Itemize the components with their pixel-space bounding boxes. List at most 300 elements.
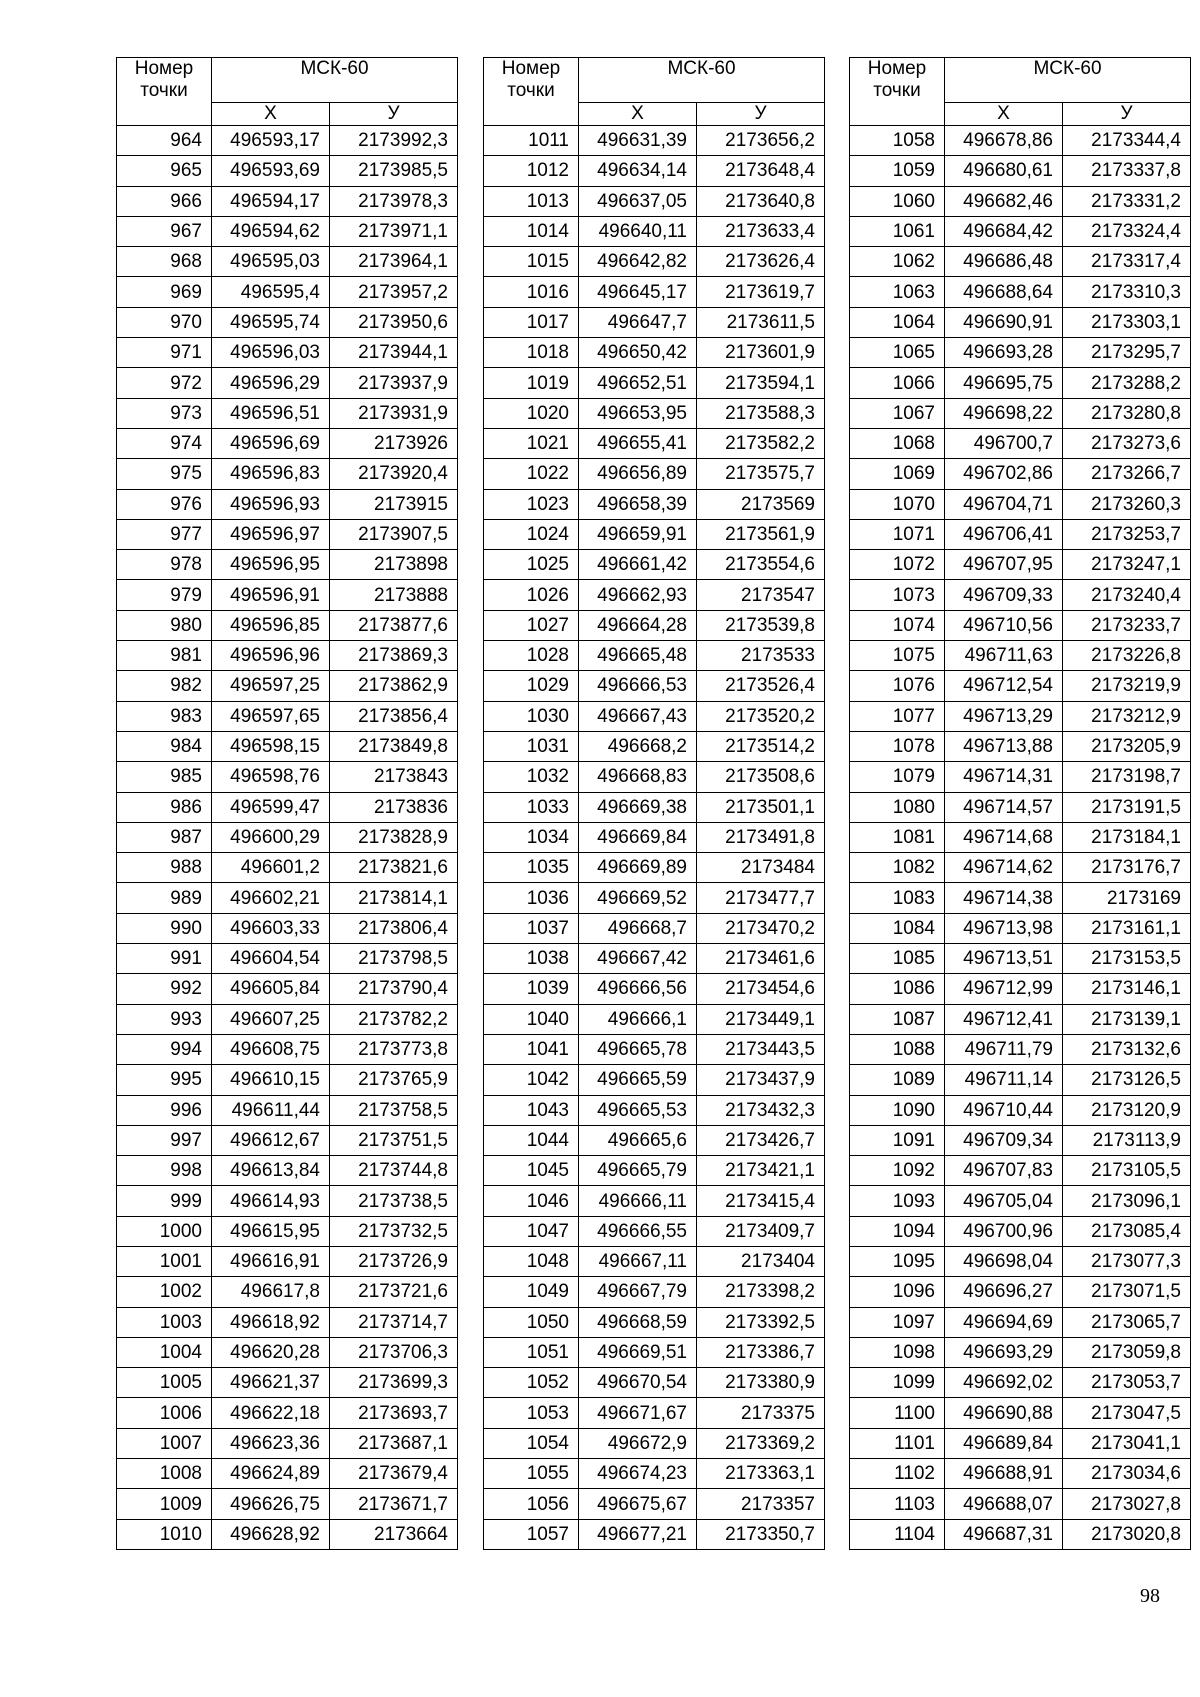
point-number-cell: 1081 xyxy=(850,822,945,852)
y-coordinate-cell: 2173233,7 xyxy=(1063,610,1191,640)
y-coordinate-cell: 2173344,4 xyxy=(1063,126,1191,156)
x-coordinate-cell: 496688,91 xyxy=(945,1459,1063,1489)
table-row xyxy=(850,853,1191,883)
table-row xyxy=(850,1004,1191,1034)
table-row xyxy=(484,1125,825,1155)
table-row xyxy=(484,883,825,913)
point-number-cell: 972 xyxy=(117,368,212,398)
x-coordinate-cell: 496684,42 xyxy=(945,216,1063,246)
y-coordinate-cell: 2173454,6 xyxy=(697,974,825,1004)
x-coordinate-cell: 496705,04 xyxy=(945,1186,1063,1216)
table-row xyxy=(850,1186,1191,1216)
point-number-cell: 1012 xyxy=(484,156,579,186)
x-coordinate-cell: 496620,28 xyxy=(212,1337,330,1367)
y-coordinate-cell: 2173554,6 xyxy=(697,550,825,580)
point-number-cell: 1086 xyxy=(850,974,945,1004)
y-coordinate-cell: 2173409,7 xyxy=(697,1216,825,1246)
point-number-cell: 1011 xyxy=(484,126,579,156)
point-number-cell: 1098 xyxy=(850,1337,945,1367)
point-number-cell: 965 xyxy=(117,156,212,186)
table-row xyxy=(484,731,825,761)
x-coordinate-cell: 496596,93 xyxy=(212,489,330,519)
point-number-cell: 1007 xyxy=(117,1428,212,1458)
table-row xyxy=(850,459,1191,489)
page-number: 98 xyxy=(1140,1585,1160,1607)
x-coordinate-cell: 496712,54 xyxy=(945,671,1063,701)
point-number-cell: 976 xyxy=(117,489,212,519)
x-coordinate-cell: 496615,95 xyxy=(212,1216,330,1246)
y-coordinate-cell: 2173679,4 xyxy=(330,1459,458,1489)
y-coordinate-cell: 2173470,2 xyxy=(697,913,825,943)
coordinate-system-header: МСК-60 xyxy=(212,58,458,103)
table-row xyxy=(484,853,825,883)
y-coordinate-cell: 2173828,9 xyxy=(330,822,458,852)
x-coordinate-cell: 496677,21 xyxy=(579,1519,697,1549)
table-row xyxy=(117,944,458,974)
point-number-header: Номер точки xyxy=(117,58,212,126)
point-number-cell: 1054 xyxy=(484,1428,579,1458)
point-number-cell: 1022 xyxy=(484,459,579,489)
point-number-cell: 1032 xyxy=(484,762,579,792)
point-number-cell: 1061 xyxy=(850,216,945,246)
table-row xyxy=(117,1156,458,1186)
y-coordinate-cell: 2173836 xyxy=(330,792,458,822)
x-coordinate-cell: 496597,25 xyxy=(212,671,330,701)
x-coordinate-cell: 496664,28 xyxy=(579,610,697,640)
y-coordinate-cell: 2173437,9 xyxy=(697,1065,825,1095)
y-coordinate-cell: 2173985,5 xyxy=(330,156,458,186)
x-coordinate-cell: 496645,17 xyxy=(579,277,697,307)
table-row xyxy=(117,459,458,489)
table-row xyxy=(484,216,825,246)
x-coordinate-cell: 496712,41 xyxy=(945,1004,1063,1034)
table-row xyxy=(850,1277,1191,1307)
x-coordinate-cell: 496666,53 xyxy=(579,671,697,701)
table-row xyxy=(484,186,825,216)
table-row xyxy=(484,428,825,458)
table-row xyxy=(850,247,1191,277)
point-number-cell: 1024 xyxy=(484,519,579,549)
x-coordinate-cell: 496667,11 xyxy=(579,1246,697,1276)
point-number-cell: 1031 xyxy=(484,731,579,761)
x-coordinate-cell: 496678,86 xyxy=(945,126,1063,156)
x-coordinate-cell: 496608,75 xyxy=(212,1034,330,1064)
x-coordinate-cell: 496707,83 xyxy=(945,1156,1063,1186)
table-row xyxy=(484,277,825,307)
table-row xyxy=(484,1489,825,1519)
point-number-cell: 1053 xyxy=(484,1398,579,1428)
x-coordinate-cell: 496693,29 xyxy=(945,1337,1063,1367)
x-coordinate-cell: 496596,69 xyxy=(212,428,330,458)
x-coordinate-cell: 496602,21 xyxy=(212,883,330,913)
y-coordinate-cell: 2173096,1 xyxy=(1063,1186,1191,1216)
point-number-cell: 998 xyxy=(117,1156,212,1186)
table-row xyxy=(850,368,1191,398)
x-coordinate-cell: 496688,07 xyxy=(945,1489,1063,1519)
x-coordinate-cell: 496607,25 xyxy=(212,1004,330,1034)
point-number-cell: 991 xyxy=(117,944,212,974)
point-number-cell: 1050 xyxy=(484,1307,579,1337)
point-number-cell: 983 xyxy=(117,701,212,731)
point-number-cell: 1049 xyxy=(484,1277,579,1307)
y-coordinate-cell: 2173266,7 xyxy=(1063,459,1191,489)
y-coordinate-cell: 2173139,1 xyxy=(1063,1004,1191,1034)
point-number-cell: 1002 xyxy=(117,1277,212,1307)
x-coordinate-cell: 496596,97 xyxy=(212,519,330,549)
y-coordinate-cell: 2173404 xyxy=(697,1246,825,1276)
y-coordinate-cell: 2173477,7 xyxy=(697,883,825,913)
x-coordinate-cell: 496668,83 xyxy=(579,762,697,792)
x-coordinate-cell: 496714,31 xyxy=(945,762,1063,792)
x-coordinate-cell: 496605,84 xyxy=(212,974,330,1004)
table-row xyxy=(117,1186,458,1216)
point-number-cell: 1001 xyxy=(117,1246,212,1276)
x-coordinate-cell: 496601,2 xyxy=(212,853,330,883)
y-coordinate-cell: 2173295,7 xyxy=(1063,338,1191,368)
y-coordinate-cell: 2173047,5 xyxy=(1063,1398,1191,1428)
x-coordinate-cell: 496702,86 xyxy=(945,459,1063,489)
x-coordinate-cell: 496689,84 xyxy=(945,1428,1063,1458)
point-number-cell: 1036 xyxy=(484,883,579,913)
table-row xyxy=(117,307,458,337)
point-number-cell: 1009 xyxy=(117,1489,212,1519)
point-number-cell: 974 xyxy=(117,428,212,458)
y-coordinate-cell: 2173337,8 xyxy=(1063,156,1191,186)
y-coordinate-cell: 2173247,1 xyxy=(1063,550,1191,580)
point-number-cell: 995 xyxy=(117,1065,212,1095)
point-number-cell: 1080 xyxy=(850,792,945,822)
point-number-cell: 966 xyxy=(117,186,212,216)
point-number-cell: 1083 xyxy=(850,883,945,913)
table-row xyxy=(117,641,458,671)
point-number-cell: 1065 xyxy=(850,338,945,368)
x-coordinate-cell: 496687,31 xyxy=(945,1519,1063,1549)
y-coordinate-cell: 2173526,4 xyxy=(697,671,825,701)
table-row xyxy=(850,1519,1191,1549)
y-coordinate-cell: 2173053,7 xyxy=(1063,1368,1191,1398)
table-row xyxy=(484,610,825,640)
y-coordinate-cell: 2173041,1 xyxy=(1063,1428,1191,1458)
x-coordinate-cell: 496650,42 xyxy=(579,338,697,368)
table-row xyxy=(117,610,458,640)
point-number-cell: 1073 xyxy=(850,580,945,610)
table-row xyxy=(484,1034,825,1064)
y-coordinate-cell: 2173765,9 xyxy=(330,1065,458,1095)
point-number-cell: 1093 xyxy=(850,1186,945,1216)
point-number-cell: 996 xyxy=(117,1095,212,1125)
x-column-header: X xyxy=(579,103,697,126)
point-number-cell: 1059 xyxy=(850,156,945,186)
point-number-cell: 971 xyxy=(117,338,212,368)
x-coordinate-cell: 496611,44 xyxy=(212,1095,330,1125)
table-row xyxy=(850,610,1191,640)
point-number-cell: 1064 xyxy=(850,307,945,337)
point-number-cell: 1089 xyxy=(850,1065,945,1095)
x-coordinate-cell: 496669,52 xyxy=(579,883,697,913)
point-number-cell: 980 xyxy=(117,610,212,640)
y-coordinate-cell: 2173714,7 xyxy=(330,1307,458,1337)
table-row xyxy=(117,1307,458,1337)
y-coordinate-cell: 2173415,4 xyxy=(697,1186,825,1216)
y-coordinate-cell: 2173944,1 xyxy=(330,338,458,368)
point-number-cell: 1052 xyxy=(484,1368,579,1398)
table-row xyxy=(484,822,825,852)
y-coordinate-cell: 2173877,6 xyxy=(330,610,458,640)
table-row xyxy=(850,1459,1191,1489)
x-coordinate-cell: 496712,99 xyxy=(945,974,1063,1004)
point-number-cell: 1040 xyxy=(484,1004,579,1034)
x-coordinate-cell: 496617,8 xyxy=(212,1277,330,1307)
y-coordinate-cell: 2173814,1 xyxy=(330,883,458,913)
y-coordinate-cell: 2173533 xyxy=(697,641,825,671)
y-coordinate-cell: 2173648,4 xyxy=(697,156,825,186)
y-coordinate-cell: 2173398,2 xyxy=(697,1277,825,1307)
y-coordinate-cell: 2173693,7 xyxy=(330,1398,458,1428)
x-coordinate-cell: 496666,56 xyxy=(579,974,697,1004)
y-coordinate-cell: 2173656,2 xyxy=(697,126,825,156)
y-coordinate-cell: 2173744,8 xyxy=(330,1156,458,1186)
table-row xyxy=(117,1004,458,1034)
point-number-cell: 1100 xyxy=(850,1398,945,1428)
x-coordinate-cell: 496690,88 xyxy=(945,1398,1063,1428)
y-coordinate-cell: 2173582,2 xyxy=(697,428,825,458)
y-coordinate-cell: 2173317,4 xyxy=(1063,247,1191,277)
table-row xyxy=(117,126,458,156)
point-number-cell: 1047 xyxy=(484,1216,579,1246)
y-coordinate-cell: 2173575,7 xyxy=(697,459,825,489)
table-row xyxy=(484,1004,825,1034)
x-coordinate-cell: 496647,7 xyxy=(579,307,697,337)
y-coordinate-cell: 2173849,8 xyxy=(330,731,458,761)
y-coordinate-cell: 2173601,9 xyxy=(697,338,825,368)
coordinates-table-2 xyxy=(483,57,825,1550)
table-row xyxy=(117,398,458,428)
y-coordinate-cell: 2173971,1 xyxy=(330,216,458,246)
x-coordinate-cell: 496655,41 xyxy=(579,428,697,458)
y-coordinate-cell: 2173085,4 xyxy=(1063,1216,1191,1246)
table-row xyxy=(484,1216,825,1246)
table-row xyxy=(117,1337,458,1367)
y-column-header: У xyxy=(330,103,458,126)
table-row xyxy=(117,913,458,943)
point-number-cell: 1082 xyxy=(850,853,945,883)
x-coordinate-cell: 496707,95 xyxy=(945,550,1063,580)
table-row xyxy=(117,1125,458,1155)
x-coordinate-cell: 496596,85 xyxy=(212,610,330,640)
point-number-cell: 1097 xyxy=(850,1307,945,1337)
table-row xyxy=(850,792,1191,822)
x-coordinate-cell: 496624,89 xyxy=(212,1459,330,1489)
x-coordinate-cell: 496713,88 xyxy=(945,731,1063,761)
table-row xyxy=(484,1337,825,1367)
point-number-cell: 1020 xyxy=(484,398,579,428)
x-coordinate-cell: 496704,71 xyxy=(945,489,1063,519)
y-coordinate-cell: 2173907,5 xyxy=(330,519,458,549)
x-coordinate-cell: 496686,48 xyxy=(945,247,1063,277)
x-coordinate-cell: 496670,54 xyxy=(579,1368,697,1398)
y-coordinate-cell: 2173664 xyxy=(330,1519,458,1549)
table-row xyxy=(484,307,825,337)
y-coordinate-cell: 2173288,2 xyxy=(1063,368,1191,398)
y-coordinate-cell: 2173888 xyxy=(330,580,458,610)
x-coordinate-cell: 496604,54 xyxy=(212,944,330,974)
table-row xyxy=(850,944,1191,974)
y-coordinate-cell: 2173380,9 xyxy=(697,1368,825,1398)
y-coordinate-cell: 2173027,8 xyxy=(1063,1489,1191,1519)
x-coordinate-cell: 496714,62 xyxy=(945,853,1063,883)
table-row xyxy=(850,156,1191,186)
table-row xyxy=(484,550,825,580)
point-number-cell: 1056 xyxy=(484,1489,579,1519)
x-coordinate-cell: 496596,83 xyxy=(212,459,330,489)
table-row xyxy=(850,338,1191,368)
table-row xyxy=(484,126,825,156)
point-number-cell: 1072 xyxy=(850,550,945,580)
point-number-cell: 1090 xyxy=(850,1095,945,1125)
point-number-cell: 1074 xyxy=(850,610,945,640)
table-row xyxy=(117,277,458,307)
point-number-cell: 1028 xyxy=(484,641,579,671)
table-row xyxy=(484,1246,825,1276)
y-coordinate-cell: 2173773,8 xyxy=(330,1034,458,1064)
x-coordinate-cell: 496680,61 xyxy=(945,156,1063,186)
x-coordinate-cell: 496595,74 xyxy=(212,307,330,337)
table-row xyxy=(117,1246,458,1276)
y-coordinate-cell: 2173357 xyxy=(697,1489,825,1519)
y-coordinate-cell: 2173626,4 xyxy=(697,247,825,277)
point-number-cell: 1039 xyxy=(484,974,579,1004)
point-number-cell: 1004 xyxy=(117,1337,212,1367)
y-coordinate-cell: 2173751,5 xyxy=(330,1125,458,1155)
y-coordinate-cell: 2173280,8 xyxy=(1063,398,1191,428)
y-coordinate-cell: 2173798,5 xyxy=(330,944,458,974)
point-number-cell: 1015 xyxy=(484,247,579,277)
y-coordinate-cell: 2173926 xyxy=(330,428,458,458)
coordinate-system-header: МСК-60 xyxy=(579,58,825,103)
table-row xyxy=(484,1095,825,1125)
point-number-cell: 1016 xyxy=(484,277,579,307)
point-number-cell: 1035 xyxy=(484,853,579,883)
y-coordinate-cell: 2173226,8 xyxy=(1063,641,1191,671)
table-row xyxy=(484,1428,825,1458)
point-number-cell: 981 xyxy=(117,641,212,671)
x-coordinate-cell: 496598,15 xyxy=(212,731,330,761)
y-coordinate-cell: 2173992,3 xyxy=(330,126,458,156)
y-coordinate-cell: 2173547 xyxy=(697,580,825,610)
y-coordinate-cell: 2173132,6 xyxy=(1063,1034,1191,1064)
table-row xyxy=(850,913,1191,943)
table-row xyxy=(850,1368,1191,1398)
point-number-cell: 1003 xyxy=(117,1307,212,1337)
point-number-cell: 1048 xyxy=(484,1246,579,1276)
table-row xyxy=(117,519,458,549)
point-number-cell: 999 xyxy=(117,1186,212,1216)
point-number-cell: 1037 xyxy=(484,913,579,943)
point-number-cell: 975 xyxy=(117,459,212,489)
y-coordinate-cell: 2173303,1 xyxy=(1063,307,1191,337)
y-coordinate-cell: 2173491,8 xyxy=(697,822,825,852)
table-row xyxy=(484,913,825,943)
point-number-cell: 1034 xyxy=(484,822,579,852)
x-coordinate-cell: 496666,1 xyxy=(579,1004,697,1034)
y-coordinate-cell: 2173059,8 xyxy=(1063,1337,1191,1367)
x-coordinate-cell: 496669,51 xyxy=(579,1337,697,1367)
point-number-cell: 973 xyxy=(117,398,212,428)
table-row xyxy=(850,519,1191,549)
x-coordinate-cell: 496667,42 xyxy=(579,944,697,974)
table-row xyxy=(117,883,458,913)
y-coordinate-cell: 2173363,1 xyxy=(697,1459,825,1489)
x-coordinate-cell: 496613,84 xyxy=(212,1156,330,1186)
x-coordinate-cell: 496665,79 xyxy=(579,1156,697,1186)
y-coordinate-cell: 2173020,8 xyxy=(1063,1519,1191,1549)
point-number-cell: 1091 xyxy=(850,1125,945,1155)
x-coordinate-cell: 496710,56 xyxy=(945,610,1063,640)
table-row xyxy=(484,792,825,822)
table-row xyxy=(850,1489,1191,1519)
x-coordinate-cell: 496596,96 xyxy=(212,641,330,671)
point-number-cell: 1079 xyxy=(850,762,945,792)
table-row xyxy=(484,671,825,701)
x-coordinate-cell: 496711,63 xyxy=(945,641,1063,671)
x-coordinate-cell: 496667,43 xyxy=(579,701,697,731)
table-row xyxy=(484,1368,825,1398)
table-row xyxy=(850,550,1191,580)
table-row xyxy=(117,428,458,458)
x-coordinate-cell: 496603,33 xyxy=(212,913,330,943)
point-number-cell: 1057 xyxy=(484,1519,579,1549)
x-coordinate-cell: 496671,67 xyxy=(579,1398,697,1428)
x-coordinate-cell: 496698,22 xyxy=(945,398,1063,428)
point-number-cell: 1101 xyxy=(850,1428,945,1458)
table-row xyxy=(850,671,1191,701)
y-coordinate-cell: 2173176,7 xyxy=(1063,853,1191,883)
x-coordinate-cell: 496692,02 xyxy=(945,1368,1063,1398)
x-coordinate-cell: 496714,38 xyxy=(945,883,1063,913)
table-row xyxy=(850,277,1191,307)
point-number-cell: 1030 xyxy=(484,701,579,731)
table-row xyxy=(850,974,1191,1004)
y-coordinate-cell: 2173843 xyxy=(330,762,458,792)
table-row xyxy=(850,489,1191,519)
y-coordinate-cell: 2173461,6 xyxy=(697,944,825,974)
y-coordinate-cell: 2173706,3 xyxy=(330,1337,458,1367)
point-number-cell: 1099 xyxy=(850,1368,945,1398)
y-coordinate-cell: 2173324,4 xyxy=(1063,216,1191,246)
y-coordinate-cell: 2173219,9 xyxy=(1063,671,1191,701)
x-coordinate-cell: 496665,78 xyxy=(579,1034,697,1064)
point-number-cell: 1010 xyxy=(117,1519,212,1549)
point-number-cell: 977 xyxy=(117,519,212,549)
point-number-cell: 1078 xyxy=(850,731,945,761)
table-row xyxy=(117,1095,458,1125)
table-row xyxy=(850,186,1191,216)
y-coordinate-cell: 2173331,2 xyxy=(1063,186,1191,216)
point-number-cell: 989 xyxy=(117,883,212,913)
y-coordinate-cell: 2173611,5 xyxy=(697,307,825,337)
y-coordinate-cell: 2173569 xyxy=(697,489,825,519)
point-number-cell: 1006 xyxy=(117,1398,212,1428)
point-number-cell: 1055 xyxy=(484,1459,579,1489)
table-row xyxy=(484,1065,825,1095)
y-coordinate-cell: 2173514,2 xyxy=(697,731,825,761)
table-row xyxy=(484,1156,825,1186)
table-row xyxy=(117,368,458,398)
coordinates-table-1 xyxy=(116,57,458,1550)
y-coordinate-cell: 2173699,3 xyxy=(330,1368,458,1398)
point-number-cell: 1087 xyxy=(850,1004,945,1034)
table-row xyxy=(117,1398,458,1428)
